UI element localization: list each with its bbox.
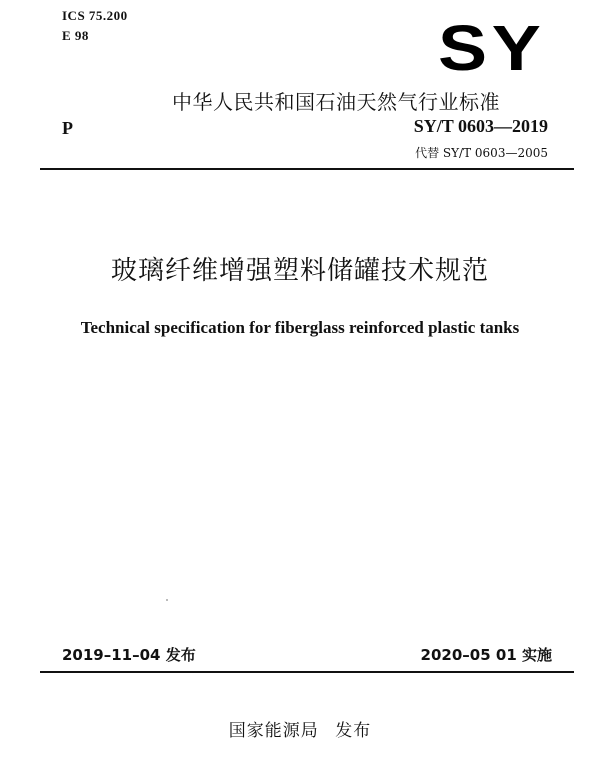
e-classification: E 98 xyxy=(62,28,89,43)
replaces-note: 代替 SY/T 0603—2005 xyxy=(415,146,548,160)
english-title: Technical specification for fiberglass reinforced plastic tanks xyxy=(80,318,520,337)
implementation-date: 2020–05 01 实施 xyxy=(420,646,552,664)
sy-logo: SY xyxy=(438,12,546,84)
top-divider xyxy=(40,168,574,170)
standard-number: SY/T 0603—2019 xyxy=(413,116,548,136)
ics-code: ICS 75.200 xyxy=(62,8,128,23)
issuing-authority: 国家能源局 发布 xyxy=(228,721,372,741)
category-letter: P xyxy=(62,118,73,138)
issue-date: 2019–11–04 发布 xyxy=(62,646,196,664)
bottom-divider xyxy=(40,671,574,673)
scan-speck xyxy=(166,599,168,601)
industry-standard-title: 中华人民共和国石油天然气行业标准 xyxy=(172,90,500,114)
chinese-title: 玻璃纤维增强塑料储罐技术规范 xyxy=(110,256,489,286)
